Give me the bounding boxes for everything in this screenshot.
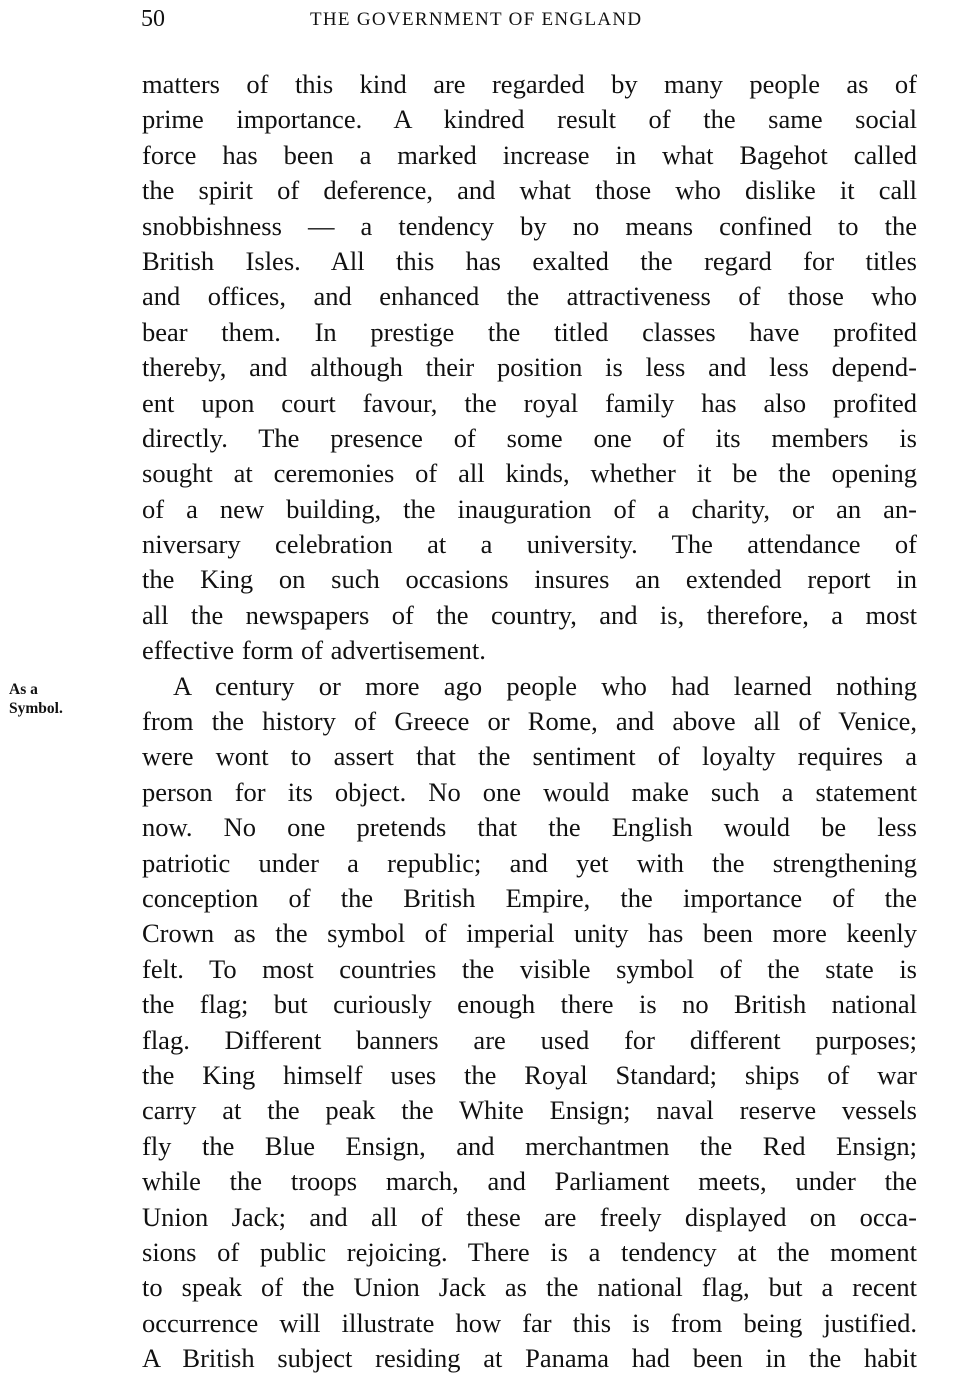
- text-line: and offices, and enhanced the attractiveness of those who: [142, 281, 917, 312]
- text-line: of a new building, the inauguration of a charity, or an an-: [142, 493, 917, 524]
- text-line: conception of the British Empire, the importance of the: [142, 882, 917, 913]
- text-line: force has been a marked increase in what Bagehot called: [142, 139, 917, 170]
- page-number: 50: [141, 6, 165, 32]
- text-line: snobbishness — a tendency by no means confined to the: [142, 210, 917, 241]
- text-line: felt. To most countries the visible symbol of the state is: [142, 953, 917, 984]
- text-line: A British subject residing at Panama had been in the habit: [142, 1343, 917, 1374]
- text-line: fly the Blue Ensign, and merchantmen the Red Ensign;: [142, 1130, 917, 1161]
- text-line: all the newspapers of the country, and is, therefore, a most: [142, 599, 917, 630]
- text-line: British Isles. All this has exalted the regard for titles: [142, 245, 917, 276]
- text-line: directly. The presence of some one of its members is: [142, 422, 917, 453]
- text-line: flag. Different banners are used for different purposes;: [142, 1024, 917, 1055]
- text-line: matters of this kind are regarded by many people as of: [142, 69, 917, 99]
- text-line: sought at ceremonies of all kinds, whether it be the opening: [142, 458, 917, 489]
- text-line: person for its object. No one would make such a statement: [142, 776, 917, 807]
- text-line: sions of public rejoicing. There is a tendency at the moment: [142, 1236, 917, 1267]
- text-line: niversary celebration at a university. The attendance of: [142, 529, 917, 560]
- text-line: thereby, and although their position is less and less depend-: [142, 352, 917, 383]
- text-line: prime importance. A kindred result of the same social: [142, 104, 917, 135]
- page-header: [0, 4, 954, 34]
- margin-note-line: As a: [9, 681, 38, 698]
- text-line: bear them. In prestige the titled classes have profited: [142, 316, 917, 347]
- text-line: the flag; but curiously enough there is no British national: [142, 989, 917, 1020]
- text-line: were wont to assert that the sentiment of loyalty requires a: [142, 741, 917, 772]
- text-line: patriotic under a republic; and yet with the strengthening: [142, 847, 917, 878]
- text-line: carry at the peak the White Ensign; naval reserve vessels: [142, 1095, 917, 1126]
- text-line: the King himself uses the Royal Standard; ships of war: [142, 1059, 917, 1090]
- text-line: occurrence will illustrate how far this is from being justified.: [142, 1307, 917, 1338]
- running-title: THE GOVERNMENT OF ENGLAND: [310, 9, 643, 30]
- text-line: Crown as the symbol of imperial unity has been more keenly: [142, 918, 917, 949]
- text-line: from the history of Greece or Rome, and above all of Venice,: [142, 706, 917, 737]
- text-line: A century or more ago people who had learned nothing: [173, 670, 917, 701]
- text-line: Union Jack; and all of these are freely displayed on occa-: [142, 1201, 917, 1232]
- text-line: effective form of advertisement.: [142, 635, 486, 666]
- text-line: the King on such occasions insures an extended report in: [142, 564, 917, 595]
- text-line: while the troops march, and Parliament meets, under the: [142, 1166, 917, 1197]
- text-line: to speak of the Union Jack as the national flag, but a recent: [142, 1272, 917, 1303]
- margin-note: [9, 680, 119, 718]
- text-line: ent upon court favour, the royal family has also profited: [142, 387, 917, 418]
- text-line: now. No one pretends that the English would be less: [142, 812, 917, 843]
- margin-note-line: Symbol.: [9, 700, 63, 717]
- text-line: the spirit of deference, and what those who dislike it call: [142, 175, 917, 206]
- body-text: [142, 67, 917, 1376]
